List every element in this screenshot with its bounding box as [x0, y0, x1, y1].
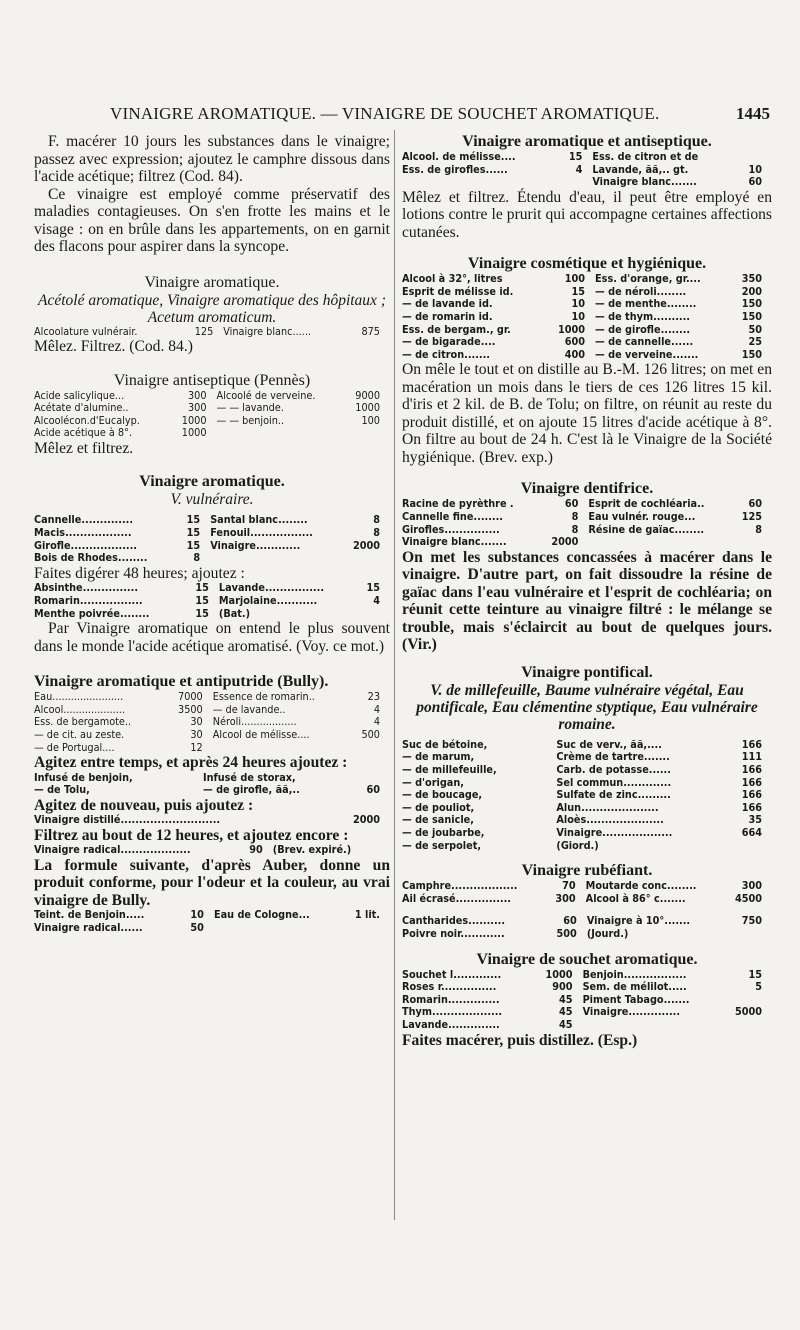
ingredient-cell: Crème de tartre....... — [556, 750, 670, 764]
section-heading: Vinaigre aromatique. — [144, 273, 280, 291]
table-row — [34, 608, 390, 621]
table-row — [34, 844, 390, 857]
quantity-cell: 4 — [373, 702, 380, 716]
recipe-table — [402, 880, 772, 905]
ingredient-cell: Sel commun............. — [556, 775, 672, 789]
ingredient-cell: Ess. de bergamote.. — [34, 715, 132, 729]
quantity-cell — [542, 777, 557, 790]
ingredient-cell: Infusé de storax, — [202, 770, 296, 784]
quantity-cell: 45 — [559, 1005, 573, 1019]
header-title: VINAIGRE AROMATIQUE. — VINAIGRE DE SOUCHET AROMATIQUE. — [110, 104, 660, 123]
quantity-cell: 60 — [366, 783, 380, 797]
table-row — [402, 893, 772, 906]
quantity-cell: 4 — [373, 593, 380, 607]
quantity-cell: 10 — [748, 162, 762, 176]
recipe-table — [34, 814, 390, 827]
quantity-cell: 4 — [373, 715, 380, 729]
table-row — [402, 1019, 772, 1032]
ingredient-cell: Acétate d'alumine.. — [34, 401, 129, 415]
ingredient-cell: Néroli.................. — [212, 715, 297, 729]
ingredient-cell: Alcoolature vulnérair. — [34, 324, 138, 338]
quantity-cell — [542, 751, 557, 764]
instruction: La formule suivante, d'après Auber, donne un produit conforme, pour l'odeur et la couleur, au vrai vinaigre de Bully. — [34, 856, 390, 909]
ingredient-cell: — de thym.......... — [595, 310, 690, 324]
ingredient-cell: — de bigarade.... — [402, 335, 496, 349]
table-row — [34, 552, 390, 565]
ingredient-cell — [217, 427, 345, 440]
ingredient-cell — [588, 536, 734, 549]
quantity-cell: 150 — [741, 297, 762, 311]
ingredient-cell: Benjoin................. — [582, 967, 687, 981]
ingredient-cell: Ess. de girofles...... — [402, 162, 508, 176]
table-row — [34, 427, 390, 440]
quantity-cell — [343, 922, 390, 935]
ingredient-cell: Acide acétique à 8°. — [34, 426, 133, 440]
ingredient-cell: Teint. de Benjoin..... — [34, 908, 145, 922]
ingredient-cell: Cannelle.............. — [34, 513, 134, 527]
ingredient-cell: Macis.................. — [34, 526, 132, 540]
quantity-cell: 15 — [186, 513, 201, 527]
ingredient-cell: Esprit de cochléaria.. — [588, 497, 705, 511]
ingredient-cell: Vinaigre............ — [210, 538, 301, 552]
quantity-cell: 60 — [563, 914, 577, 928]
section-heading: Vinaigre aromatique et antiputride (Bully). — [34, 673, 329, 691]
ingredient-cell: — de girofle........ — [595, 322, 691, 336]
quantity-cell: 300 — [555, 891, 576, 905]
quantity-cell — [542, 789, 557, 802]
quantity-cell: 750 — [741, 914, 762, 928]
table-row — [34, 527, 390, 540]
quantity-cell: 2000 — [352, 813, 380, 827]
ingredient-cell: Vinaigre à 10°....... — [586, 914, 691, 928]
quantity-cell — [542, 827, 557, 840]
quantity-cell: 8 — [373, 513, 380, 527]
table-row — [402, 827, 772, 840]
instruction: Mêlez et filtrez. Étendu d'eau, il peut être employé en lotions contre le prurit qui accompagne certaines affections cutanées. — [402, 188, 772, 241]
quantity-cell — [542, 814, 557, 827]
table-row — [34, 922, 390, 935]
table-row — [402, 273, 772, 286]
ingredient-cell: Girofles............... — [402, 522, 500, 536]
quantity-cell — [542, 840, 557, 853]
table-row — [402, 176, 772, 189]
section-subtitle: Acétolé aromatique, Vinaigre aromatique des hôpitaux ; Acetum aromaticum. — [38, 291, 386, 326]
ingredient-cell: Santal blanc........ — [210, 513, 308, 527]
ingredient-cell: Thym................... — [402, 1005, 503, 1019]
table-row — [34, 595, 390, 608]
section-subtitle: V. vulnéraire. — [170, 491, 254, 509]
quantity-cell: 1000 — [545, 967, 573, 981]
quantity-cell: 8 — [193, 551, 201, 565]
recipe-table — [34, 582, 390, 620]
recipe-table — [34, 514, 390, 564]
ingredient-cell: — de boucage, — [402, 788, 483, 802]
ingredient-cell: Fenouil................. — [210, 526, 313, 540]
column-divider — [394, 130, 395, 1220]
quantity-cell: 10 — [571, 310, 586, 324]
instruction: Mêlez et filtrez. — [34, 439, 134, 457]
quantity-cell — [187, 772, 203, 785]
page-number: 1445 — [736, 104, 770, 123]
ingredient-cell: Alcool. de mélisse.... — [402, 150, 516, 163]
ingredient-cell: Alcoolé de verveine. — [216, 388, 316, 402]
ingredient-cell: Esprit de mélisse id. — [402, 284, 514, 298]
table-row — [34, 729, 390, 742]
ingredient-cell: Sem. de mélilot..... — [582, 980, 687, 994]
ingredient-cell: — — lavande. — [216, 401, 284, 415]
section-heading: Vinaigre aromatique et antiseptique. — [462, 133, 712, 150]
left-column — [34, 133, 390, 935]
table-row — [402, 789, 772, 802]
table-row — [402, 164, 772, 177]
ingredient-cell — [402, 176, 560, 189]
quantity-cell: 45 — [559, 1017, 573, 1031]
ingredient-cell: — de citron....... — [402, 347, 490, 361]
ingredient-cell: — de girofle, ãã,.. — [202, 783, 300, 797]
quantity-cell: 500 — [361, 727, 380, 741]
ingredient-cell: — de marum, — [402, 750, 475, 764]
ingredient-cell: (Jourd.) — [586, 926, 629, 940]
table-row — [34, 402, 390, 415]
ingredient-cell: Sulfate de zinc......... — [556, 788, 671, 802]
ingredient-cell: Souchet l............. — [402, 967, 502, 981]
ingredient-cell: Eau vulnér. rouge... — [588, 510, 696, 524]
intro-paragraph: Ce vinaigre est employé comme préservatif des maladies contagieuses. On s'en frotte les mains et le visage : on en brûle dans les appartements, on en garnit des flacons pour aspirer dans la syncope. — [34, 185, 390, 255]
ingredient-cell: Vinaigre blanc....... — [402, 535, 507, 549]
quantity-cell: 60 — [748, 497, 762, 511]
table-row — [34, 691, 390, 704]
quantity-cell: 664 — [741, 825, 762, 839]
ingredient-cell: Absinthe............... — [34, 581, 139, 595]
table-row — [34, 742, 390, 755]
table-row — [402, 880, 772, 893]
quantity-cell: 300 — [187, 388, 207, 402]
ingredient-cell: Cantharides.......... — [402, 914, 506, 928]
instruction: On met les substances concassées à macérer dans le vinaigre. D'autre part, on fait dissoudre la résine de gaïac dans l'eau vulnéraire et l'esprit de cochléaria; on réunit cette teinture au vinaigre filtré : le mélange se trouble, mais s'éclaircit au bout de quelques jours. (Vir.) — [402, 548, 772, 654]
quantity-cell: 1000 — [355, 401, 380, 415]
quantity-cell: 600 — [564, 335, 586, 349]
ingredient-cell — [210, 552, 342, 565]
ingredient-cell: Vinaigre................... — [556, 825, 673, 839]
running-header — [110, 104, 770, 128]
quantity-cell: 166 — [741, 737, 762, 751]
recipe-table — [34, 844, 390, 857]
recipe-table — [402, 273, 772, 361]
quantity-cell: 15 — [568, 150, 583, 163]
quantity-cell: 15 — [195, 581, 209, 595]
ingredient-cell: Roses r............... — [402, 980, 497, 994]
instruction: Faites digérer 48 heures; ajoutez : — [34, 564, 245, 582]
quantity-cell: 400 — [564, 347, 586, 361]
ingredient-cell: Cannelle fine........ — [402, 510, 503, 524]
ingredient-cell: — de cannelle...... — [595, 335, 694, 349]
quantity-cell: 1000 — [181, 413, 207, 427]
quantity-cell: 900 — [552, 980, 573, 994]
table-row — [402, 349, 772, 362]
ingredient-cell: — — benjoin.. — [216, 413, 285, 427]
quantity-cell — [734, 536, 772, 549]
quantity-cell — [359, 608, 390, 621]
right-column — [402, 133, 772, 1049]
quantity-cell: 23 — [367, 690, 380, 704]
ingredient-cell: — de menthe........ — [595, 297, 697, 311]
ingredient-cell: Menthe poivrée........ — [34, 606, 150, 620]
ingredient-cell: Piment Tabago....... — [582, 992, 690, 1006]
quantity-cell: 50 — [748, 322, 762, 336]
quantity-cell: 15 — [571, 284, 586, 298]
ingredient-cell: Carb. de potasse...... — [556, 763, 671, 776]
quantity-cell: 15 — [195, 606, 209, 620]
table-row — [402, 764, 772, 777]
quantity-cell: 300 — [187, 401, 207, 415]
ingredient-cell: (Brev. expiré.) — [272, 843, 352, 857]
section-subtitle: V. de millefeuille, Baume vulnéraire végétal, Eau pontificale, Eau clémentine styptique, Eau vulnéraire romaine. — [416, 681, 758, 733]
quantity-cell: 8 — [373, 526, 380, 540]
quantity-cell: 111 — [741, 750, 762, 764]
ingredient-cell: Suc de bétoine, — [402, 737, 488, 751]
quantity-cell: 7000 — [178, 690, 203, 704]
ingredient-cell: Lavande................ — [218, 581, 325, 595]
quantity-cell: 15 — [366, 581, 380, 595]
table-row — [402, 536, 772, 549]
quantity-cell — [542, 764, 557, 777]
ingredient-cell: Résine de gaïac........ — [588, 522, 705, 536]
ingredient-cell: Romarin.............. — [402, 992, 500, 1006]
ingredient-cell: Alcool.................... — [34, 702, 125, 716]
quantity-cell: 90 — [249, 843, 263, 857]
ingredient-cell: Infusé de benjoin, — [34, 770, 133, 784]
ingredient-cell: Camphre.................. — [402, 879, 518, 893]
table-row — [402, 336, 772, 349]
ingredient-cell: Marjolaine........... — [218, 593, 318, 607]
ingredient-cell: Romarin................. — [34, 593, 143, 607]
quantity-cell: 35 — [748, 813, 762, 827]
quantity-cell — [345, 427, 390, 440]
quantity-cell — [560, 176, 593, 189]
recipe-table — [402, 498, 772, 548]
ingredient-cell: — de pouliot, — [402, 800, 475, 814]
quantity-cell: 45 — [559, 992, 573, 1006]
section-heading: Vinaigre de souchet aromatique. — [476, 950, 698, 968]
quantity-cell: 100 — [361, 413, 380, 427]
quantity-cell: 875 — [361, 324, 380, 338]
ingredient-cell: Alcool de mélisse.... — [212, 727, 310, 741]
recipe-table — [402, 915, 772, 940]
instruction: Par Vinaigre aromatique on entend le plus souvent dans le monde l'acide acétique aromatisé. (Voy. ce mot.) — [34, 620, 390, 655]
ingredient-cell: Vinaigre blanc....... — [592, 175, 697, 189]
recipe-table — [34, 326, 390, 339]
intro-paragraph: F. macérer 10 jours les substances dans le vinaigre; passez avec expression; ajoutez le camphre dissous dans l'acide acétique; filtrez (Cod. 84). — [34, 133, 390, 185]
quantity-cell: 15 — [186, 526, 201, 540]
ingredient-cell: — de cit. au zeste. — [34, 727, 125, 741]
ingredient-cell: Alcool à 32°, litres — [402, 272, 503, 286]
instruction: Filtrez au bout de 12 heures, et ajoutez encore : — [34, 826, 349, 844]
quantity-cell: 125 — [194, 324, 214, 338]
quantity-cell: 2000 — [551, 535, 579, 549]
section-heading: Vinaigre rubéfiant. — [521, 862, 653, 880]
ingredient-cell: Ess. d'orange, gr.... — [595, 272, 701, 286]
ingredient-cell: — d'origan, — [402, 775, 464, 789]
quantity-cell: 500 — [556, 926, 577, 940]
ingredient-cell: Suc de verv., ãã,.... — [556, 737, 662, 751]
ingredient-cell: Essence de romarin.. — [212, 690, 315, 704]
quantity-cell — [730, 928, 772, 941]
table-row — [34, 326, 390, 339]
ingredient-cell: — de Portugal.... — [34, 740, 115, 754]
ingredient-cell: — de Tolu, — [34, 783, 90, 797]
quantity-cell: 4 — [575, 162, 583, 176]
quantity-cell: 166 — [741, 800, 762, 814]
quantity-cell: 150 — [741, 347, 762, 361]
ingredient-cell: — de romarin id. — [402, 310, 493, 324]
table-row — [402, 511, 772, 524]
ingredient-cell: — de néroli........ — [595, 284, 687, 298]
ingredient-cell: Lavande.............. — [402, 1017, 500, 1031]
recipe-table — [402, 969, 772, 1032]
quantity-cell: 166 — [741, 788, 762, 802]
ingredient-cell: Vinaigre blanc...... — [223, 324, 311, 338]
quantity-cell: 300 — [741, 879, 762, 893]
quantity-cell — [187, 784, 203, 797]
instruction: Mêlez. Filtrez. (Cod. 84.) — [34, 338, 193, 356]
ingredient-cell: — de lavande.. — [212, 702, 286, 716]
quantity-cell: 30 — [190, 715, 203, 729]
ingredient-cell: Ess. de citron et de — [592, 150, 699, 163]
quantity-cell — [723, 1019, 772, 1032]
instruction: Agitez entre temps, et après 24 heures ajoutez : — [34, 754, 348, 772]
quantity-cell: 60 — [564, 497, 579, 511]
ingredient-cell — [214, 922, 343, 935]
quantity-cell: 100 — [564, 272, 586, 286]
ingredient-cell: Vinaigre.............. — [582, 1005, 681, 1019]
quantity-cell: 166 — [741, 775, 762, 789]
quantity-cell: 200 — [741, 284, 762, 298]
quantity-cell — [542, 802, 557, 815]
quantity-cell — [351, 742, 390, 755]
ingredient-cell: — de serpolet, — [402, 838, 482, 852]
ingredient-cell: (Bat.) — [218, 606, 251, 620]
ingredient-cell: Racine de pyrèthre . — [402, 497, 514, 511]
ingredient-cell: Ess. de bergam., gr. — [402, 322, 511, 336]
ingredient-cell — [213, 742, 352, 755]
recipe-table — [34, 772, 390, 797]
recipe-table — [402, 151, 772, 189]
section-heading: Vinaigre dentifrice. — [520, 480, 654, 498]
quantity-cell — [727, 840, 772, 853]
quantity-cell: 10 — [190, 908, 204, 922]
ingredient-cell: Girofle.................. — [34, 538, 137, 552]
ingredient-cell: Alcoolécon.d'Eucalyp. — [34, 413, 140, 427]
instruction: Agitez de nouveau, puis ajoutez : — [34, 796, 254, 814]
quantity-cell: 25 — [748, 335, 762, 349]
ingredient-cell: — de sanicle, — [402, 813, 474, 827]
recipe-table — [34, 390, 390, 440]
ingredient-cell: Alun..................... — [556, 800, 659, 814]
quantity-cell: 10 — [571, 297, 586, 311]
quantity-cell — [377, 844, 390, 857]
quantity-cell: 1000 — [181, 426, 207, 440]
ingredient-cell: (Giord.) — [556, 838, 599, 852]
recipe-table — [34, 691, 390, 754]
table-row — [34, 784, 390, 797]
ingredient-cell: Aloès..................... — [556, 813, 664, 827]
table-row — [402, 928, 772, 941]
recipe-table — [34, 909, 390, 934]
ingredient-cell: — de lavande id. — [402, 297, 493, 311]
ingredient-cell: Alcool à 86° c....... — [585, 891, 686, 905]
ingredient-cell: Bois de Rhodes........ — [34, 551, 148, 565]
table-row — [402, 981, 772, 994]
ingredient-cell: — de joubarbe, — [402, 825, 485, 839]
quantity-cell: 8 — [571, 522, 579, 536]
table-row — [402, 840, 772, 853]
instruction: On mêle le tout et on distille au B.-M. 126 litres; on met en macération un mois dans le tiers de ces 126 litres 15 kil. d'iris et 2 kil. de B. de Tolu; on filtre, on réunit au reste du produit distillé, et on ajoute 15 litres d'acide acétique à 8°. On filtre au bout de 24 h. C'est là le Vinaigre de la Société hygiénique. (Brev. exp.) — [402, 361, 772, 466]
quantity-cell: 60 — [748, 175, 762, 189]
ingredient-cell — [583, 1019, 724, 1032]
ingredient-cell: Eau....................... — [34, 690, 124, 704]
ingredient-cell: Vinaigre distillé........................... — [34, 813, 221, 827]
section-heading: Vinaigre pontifical. — [521, 663, 653, 681]
section-heading: Vinaigre aromatique. — [139, 473, 285, 491]
ingredient-cell: Acide salicylique... — [34, 388, 125, 402]
quantity-cell: 150 — [741, 310, 762, 324]
quantity-cell — [739, 151, 772, 164]
quantity-cell: 4500 — [734, 891, 762, 905]
quantity-cell — [542, 739, 557, 752]
table-row — [34, 814, 390, 827]
quantity-cell: 5000 — [734, 1005, 762, 1019]
section-heading: Vinaigre antiseptique (Pennès) — [113, 371, 311, 389]
quantity-cell: 12 — [190, 740, 203, 754]
ingredient-cell: Vinaigre radical................... — [34, 843, 191, 857]
quantity-cell: 3500 — [178, 702, 203, 716]
quantity-cell: 2000 — [352, 538, 380, 552]
ingredient-cell: — de verveine....... — [595, 347, 699, 361]
instruction: Faites macérer, puis distillez. (Esp.) — [402, 1031, 638, 1049]
quantity-cell: 70 — [562, 879, 576, 893]
quantity-cell: 125 — [741, 510, 762, 524]
ingredient-cell: Moutarde conc........ — [585, 879, 697, 893]
quantity-cell — [342, 552, 390, 565]
quantity-cell: 1 lit. — [354, 908, 380, 922]
quantity-cell: 15 — [195, 593, 209, 607]
table-row — [402, 311, 772, 324]
quantity-cell: 9000 — [355, 388, 380, 402]
quantity-cell: 350 — [741, 272, 762, 286]
quantity-cell: 15 — [748, 967, 762, 981]
ingredient-cell: Eau de Cologne... — [213, 908, 310, 922]
quantity-cell: 1000 — [557, 322, 586, 336]
quantity-cell: 166 — [741, 763, 762, 776]
quantity-cell: 8 — [571, 510, 579, 524]
quantity-cell: 5 — [755, 980, 762, 994]
section-heading: Vinaigre cosmétique et hygiénique. — [467, 255, 707, 273]
ingredient-cell: — de millefeuille, — [402, 763, 497, 776]
quantity-cell: 50 — [190, 921, 204, 935]
ingredient-cell: Poivre noir............ — [402, 926, 505, 940]
ingredient-cell: Lavande, ãã,.. gt. — [592, 162, 689, 176]
quantity-cell: 8 — [755, 522, 762, 536]
recipe-table — [402, 739, 772, 852]
table-row — [402, 151, 772, 164]
ingredient-cell: Ail écrasé............... — [402, 891, 511, 905]
quantity-cell: 15 — [186, 538, 201, 552]
ingredient-cell: Vinaigre radical...... — [34, 921, 143, 935]
quantity-cell: 30 — [190, 727, 203, 741]
